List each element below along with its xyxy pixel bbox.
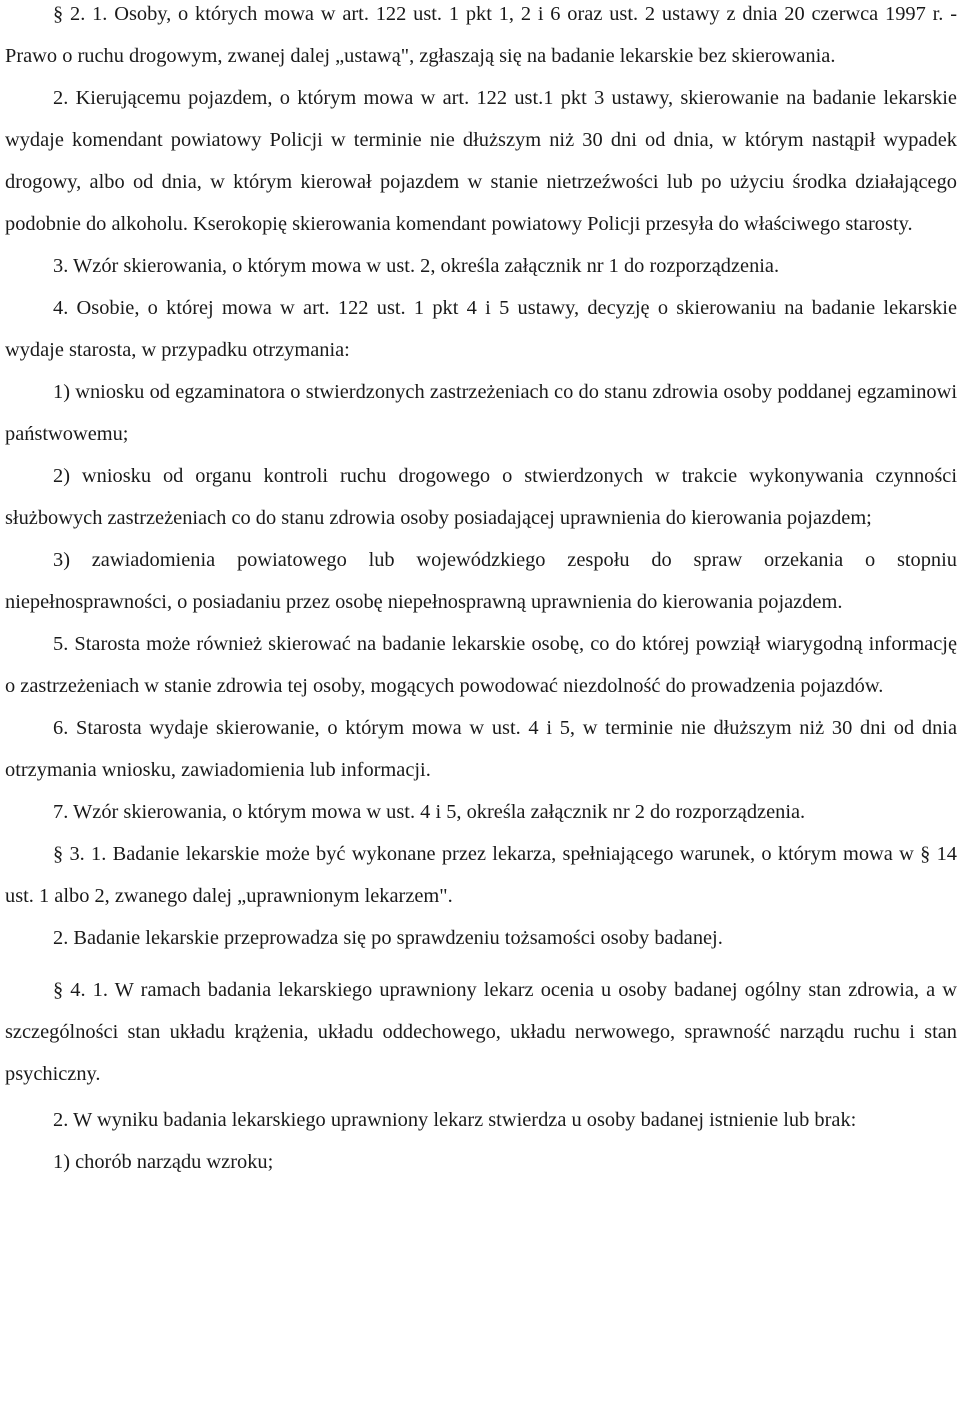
paragraph-par2-6: 6. Starosta wydaje skierowanie, o którym mowa w ust. 4 i 5, w terminie nie dłuższym niż 30 dni od dnia otrzymania wniosku, zawiadomienia lub informacji. — [5, 717, 957, 781]
document-body — [5, 0, 957, 1183]
list-item-par4-2-1: 1) chorób narządu wzroku; — [53, 1151, 274, 1173]
paragraph-par3-1: § 3. 1. Badanie lekarskie może być wykonane przez lekarza, spełniającego warunek, o którym mowa w § 14 ust. 1 albo 2, zwanego dalej „uprawnionym lekarzem". — [5, 843, 957, 907]
list-item-par2-4-1: 1) wniosku od egzaminatora o stwierdzonych zastrzeżeniach co do stanu zdrowia osoby poddanej egzaminowi państwowemu; — [5, 381, 957, 445]
paragraph-par2-5: 5. Starosta może również skierować na badanie lekarskie osobę, co do której powziął wiarygodną informację o zastrzeżeniach w stanie zdrowia tej osoby, mogących powodować niezdolność do prowadzenia pojazdów. — [5, 633, 957, 697]
paragraph-par2-7: 7. Wzór skierowania, o którym mowa w ust. 4 i 5, określa załącznik nr 2 do rozporządzenia. — [53, 801, 806, 823]
paragraph-par4-2: 2. W wyniku badania lekarskiego uprawniony lekarz stwierdza u osoby badanej istnienie lub brak: — [53, 1109, 857, 1131]
paragraph-par4-1: § 4. 1. W ramach badania lekarskiego uprawniony lekarz ocenia u osoby badanej ogólny stan zdrowia, a w szczególności stan układu krążenia, układu oddechowego, układu nerwowego, sprawność narządu ruchu i stan psychiczny. — [5, 979, 957, 1085]
paragraph-par2-4: 4. Osobie, o której mowa w art. 122 ust. 1 pkt 4 i 5 ustawy, decyzję o skierowaniu na badanie lekarskie wydaje starosta, w przypadku otrzymania: — [5, 297, 957, 361]
list-item-par2-4-3: 3) zawiadomienia powiatowego lub wojewódzkiego zespołu do spraw orzekania o stopniu niepełnosprawności, o posiadaniu przez osobę niepełnosprawną uprawnienia do kierowania pojazdem. — [5, 549, 957, 613]
paragraph-par2-1: § 2. 1. Osoby, o których mowa w art. 122 ust. 1 pkt 1, 2 i 6 oraz ust. 2 ustawy z dnia 20 czerwca 1997 r. - Prawo o ruchu drogowym, zwanej dalej „ustawą", zgłaszają się na badanie lekarskie bez skierowania. — [5, 3, 957, 67]
paragraph-par2-2: 2. Kierującemu pojazdem, o którym mowa w art. 122 ust.1 pkt 3 ustawy, skierowanie na badanie lekarskie wydaje komendant powiatowy Policji w terminie nie dłuższym niż 30 dni od dnia, w którym nastąpił wypadek drogowy, albo od dnia, w którym kierował pojazdem w stanie nietrzeźwości lub po użyciu środka działającego podobnie do alkoholu. Kserokopię skierowania komendant powiatowy Policji przesyła do właściwego starosty. — [5, 87, 957, 235]
paragraph-par3-2: 2. Badanie lekarskie przeprowadza się po sprawdzeniu tożsamości osoby badanej. — [53, 927, 723, 949]
paragraph-par2-3: 3. Wzór skierowania, o którym mowa w ust. 2, określa załącznik nr 1 do rozporządzenia. — [53, 255, 780, 277]
list-item-par2-4-2: 2) wniosku od organu kontroli ruchu drogowego o stwierdzonych w trakcie wykonywania czynności służbowych zastrzeżeniach co do stanu zdrowia osoby posiadającej uprawnienia do kierowania pojazdem; — [5, 465, 957, 529]
